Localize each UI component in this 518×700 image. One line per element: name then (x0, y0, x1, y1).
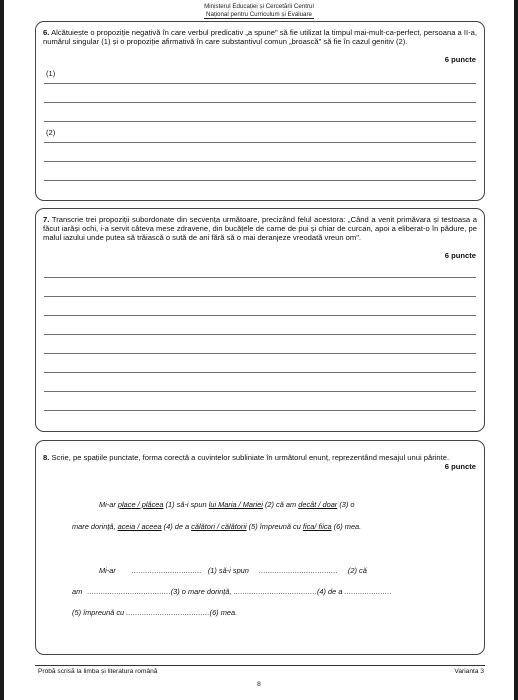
header-line-2: Național pentru Curriculum și Evaluare (206, 10, 312, 18)
blank-4[interactable]: ..................................... (233, 587, 317, 596)
fill-text: (3) o mare dorință, (170, 587, 232, 596)
answer-line[interactable] (44, 353, 476, 354)
answer-line[interactable] (44, 180, 476, 181)
answer-line[interactable] (44, 372, 476, 373)
source-sentence-line-2 (72, 522, 361, 531)
sentence-text: (1) să-i spun (163, 500, 209, 509)
sentence-text: (2) că am (262, 500, 299, 509)
underlined-word: călători / călătorii (191, 522, 247, 531)
question-7-points: 6 puncte (444, 251, 476, 260)
fill-text: am (72, 587, 83, 596)
question-6-text (43, 28, 477, 46)
answer-label-1: (1) (46, 69, 56, 78)
footer-divider (35, 665, 485, 666)
page-header (10, 3, 508, 19)
underlined-word: fica/ fiica (302, 522, 332, 531)
footer-variant: Varianta 3 (454, 668, 484, 675)
question-7-text (43, 215, 477, 242)
exam-page (10, 0, 508, 700)
answer-line[interactable] (44, 102, 476, 103)
fill-text: (1) să-i spun (207, 566, 249, 575)
question-8-points: 6 puncte (444, 462, 476, 471)
answer-line[interactable] (44, 334, 476, 335)
fill-line-2 (72, 587, 392, 596)
answer-line[interactable] (44, 277, 476, 278)
sentence-text: (3) o (337, 500, 355, 509)
question-7-statement: Transcrie trei propoziții subordonate din secvența următoare, precizând felul acestora: „Când a venit primăvara și testoasa a făcut iarăși ochi, i-a servit câteva mese zdravene, din bucățele de carne de pui și chiar de curcan, apoi a eliberat-o în pădure, pe malul iazului unde putea să trăiască o sută de ani fără să o mai deranjeze vreodată vreun om". (43, 215, 477, 242)
answer-line[interactable] (44, 296, 476, 297)
fill-text: (2) că (347, 566, 367, 575)
underlined-word: decât / doar (298, 500, 338, 509)
fill-text: (5) împreună cu (72, 608, 125, 617)
answer-line[interactable] (44, 315, 476, 316)
underlined-word: place / plăcea (117, 500, 164, 509)
fill-text: Mi-ar (99, 566, 116, 575)
underlined-word: lui Maria / Mariei (208, 500, 263, 509)
blank-5[interactable]: ..................... (344, 587, 392, 596)
footer-exam-name: Probă scrisă la limba și literatura română (38, 668, 158, 675)
answer-label-2: (2) (46, 128, 56, 137)
question-8-box (35, 440, 485, 655)
blank-2[interactable]: ................................... (258, 566, 338, 575)
fill-text: (6) mea. (209, 608, 238, 617)
screen-edge-left (0, 0, 4, 700)
question-8-text (43, 453, 477, 462)
question-6-statement: Alcătuiește o propoziție negativă în care verbul predicativ „a spune" să fie utilizat la timpul mai-mult-ca-perfect, persoana a II-a, numărul singular (1) și o propoziție afirmativă în care substantivul comun „broască" să fie în cazul genitiv (2). (43, 28, 477, 46)
answer-line[interactable] (44, 410, 476, 411)
answer-line[interactable] (44, 121, 476, 122)
underlined-word: aceia / aceea (117, 522, 162, 531)
fill-text: (4) de a (316, 587, 343, 596)
sentence-text: (4) de a (161, 522, 192, 531)
question-6-number: 6. (43, 28, 50, 37)
question-8-number: 8. (43, 453, 50, 462)
question-7-box (35, 208, 485, 432)
question-7-number: 7. (43, 215, 50, 224)
question-6-box (35, 21, 485, 201)
question-8-statement: Scrie, pe spațiile punctate, forma corectă a cuvintelor subliniate în următorul enunț, reprezentând mesajul unui părinte. (51, 453, 450, 462)
page-number: 8 (257, 681, 261, 688)
answer-line[interactable] (44, 83, 476, 84)
sentence-text: (5) împreună cu (246, 522, 303, 531)
header-line-1: Ministerul Educației și Cercetării Centrul (204, 3, 314, 10)
answer-line[interactable] (44, 161, 476, 162)
blank-1[interactable]: ............................... (131, 566, 202, 575)
sentence-text: Mi-ar (99, 500, 118, 509)
sentence-text: mare dorință, (72, 522, 118, 531)
fill-line-3 (72, 608, 237, 617)
answer-line[interactable] (44, 142, 476, 143)
blank-6[interactable]: ..................................... (126, 608, 210, 617)
fill-line-1 (99, 566, 367, 575)
sentence-text: (6) mea. (331, 522, 362, 531)
source-sentence-line-1 (99, 500, 355, 509)
screen-edge-right (514, 0, 518, 700)
blank-3[interactable]: ..................................... (87, 587, 171, 596)
question-6-points: 6 puncte (444, 55, 476, 64)
answer-line[interactable] (44, 391, 476, 392)
